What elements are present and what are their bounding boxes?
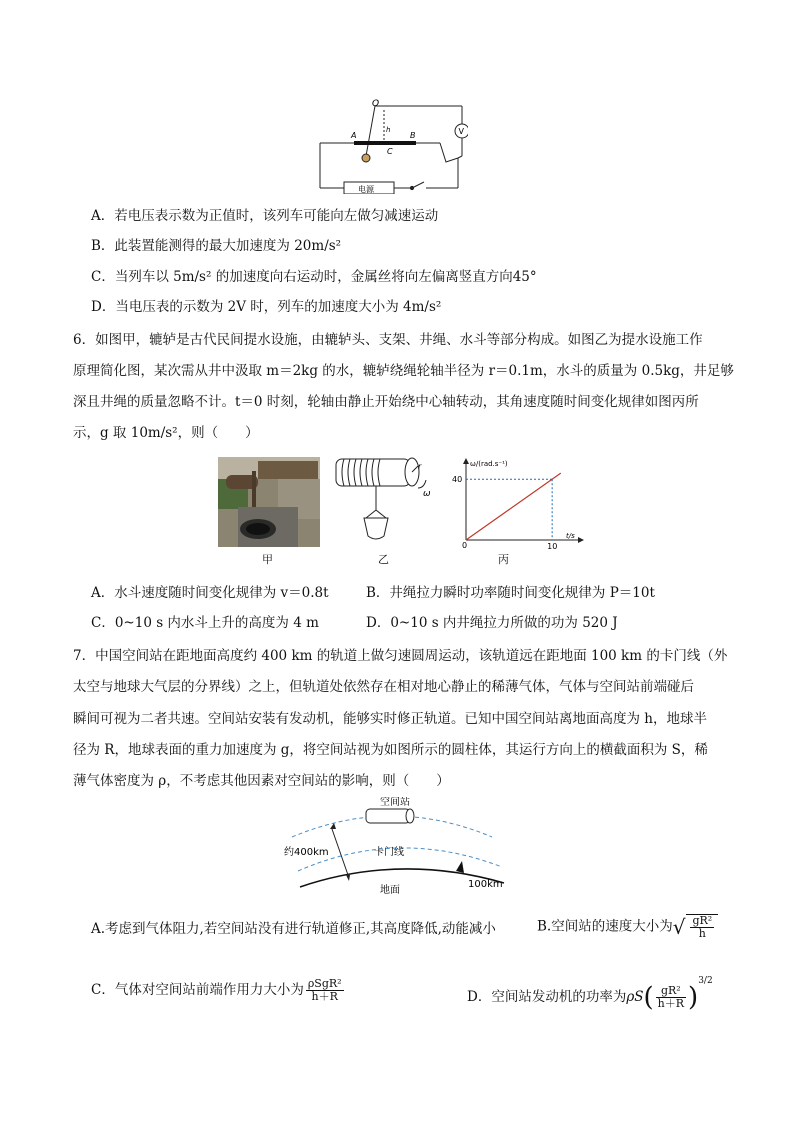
- x-axis-arrow: [578, 537, 584, 543]
- label-karman: 卡门线: [374, 847, 404, 858]
- q6-stem-line2: 原理简化图，某次需从井中汲取 m＝2kg 的水，辘轳绕绳轮轴半径为 r＝0.1m，水斗的质量为 0.5kg，井足够: [73, 363, 734, 379]
- q5-option-c: C．当列车以 5m/s² 的加速度向右运动时，金属丝将向左偏离竖直方向45°: [91, 269, 537, 285]
- label-c: C: [387, 147, 393, 156]
- label-station: 空间站: [380, 797, 410, 808]
- q7-c-numerator: ρSgR²: [307, 977, 342, 990]
- label-100km: 100km: [468, 879, 503, 890]
- omega-time-chart: [448, 458, 588, 550]
- y-axis-arrow: [463, 458, 469, 464]
- label-ground: 地面: [380, 885, 400, 896]
- q7-stem-line2: 太空与地球大气层的分界线）之上，但轨道处依然存在相对地心静止的稀薄气体，气体与空间站前端碰后: [73, 679, 694, 695]
- q7-option-d-text: D．空间站发动机的功率为: [467, 989, 627, 1005]
- q7-b-denominator: h: [698, 927, 706, 940]
- q7-option-c-text: C．气体对空间站前端作用力大小为: [91, 982, 304, 998]
- series-line: [466, 473, 561, 540]
- q7-b-numerator: gR²: [692, 914, 713, 927]
- q7-stem-line5: 薄气体密度为 ρ，不考虑其他因素对空间站的影响，则（ ）: [73, 773, 450, 789]
- y-tick-label: 40: [452, 475, 463, 485]
- q7-d-exponent: 3/2: [698, 976, 713, 986]
- q7-option-d: D．空间站发动机的功率为ρS( $\frac{\text{gR²}}{h+R}$ )$^{3/2}$: [467, 976, 713, 1013]
- label-o: O: [372, 99, 380, 109]
- voltmeter-label: V: [458, 127, 464, 136]
- well-photo: [218, 457, 320, 547]
- label-omega: ω: [423, 489, 431, 499]
- label-h: h: [386, 126, 391, 134]
- windlass-diagram: [330, 456, 440, 548]
- q7-c-denominator: h＋R: [311, 990, 338, 1003]
- q7-d-denominator: h＋R: [657, 997, 685, 1010]
- q6-option-a: A．水斗速度随时间变化规律为 v＝0.8t: [91, 585, 329, 601]
- caption-yi: 乙: [378, 553, 389, 566]
- label-a: A: [351, 131, 357, 140]
- chart-ylabel: ω/(rad.s⁻¹): [470, 460, 508, 468]
- q7-stem-line4: 径为 R，地球表面的重力加速度为 g，将空间站视为如图所示的圆柱体，其运行方向上的横截面积为 S，稀: [73, 742, 708, 758]
- q5-option-a: A．若电压表示数为正值时，该列车可能向左做匀减速运动: [91, 208, 439, 224]
- label-r: r: [418, 462, 422, 471]
- q7-option-a: A.考虑到气体阻力,若空间站没有进行轨道修正,其高度降低,动能减小: [91, 921, 496, 937]
- chart-xlabel: t/s: [566, 532, 575, 540]
- q6-stem-line1: 6．如图甲，辘轳是古代民间提水设施，由辘轳头、支架、井绳、水斗等部分构成。如图乙为提水设施工作: [73, 332, 703, 348]
- q7-option-b-text: B.空间站的速度大小为: [537, 918, 673, 935]
- q7-stem-line3: 瞬间可视为二者共速。空间站安装有发动机，能够实时修正轨道。已知中国空间站离地面高度为 h，地球半: [73, 711, 707, 727]
- x-tick-label: 10: [547, 542, 558, 550]
- q6-option-b: B．井绳拉力瞬时功率随时间变化规律为 P＝10t: [366, 585, 655, 601]
- label-400km: 约400km: [284, 847, 329, 858]
- q6-option-d: D．0~10 s 内井绳拉力所做的功为 520 J: [366, 615, 618, 631]
- circuit-figure: [318, 98, 468, 194]
- label-b: B: [410, 131, 416, 140]
- q7-option-c: [91, 978, 346, 1003]
- q5-option-b: B．此装置能测得的最大加速度为 20m/s²: [91, 238, 342, 254]
- q7-stem-line1: 7．中国空间站在距地面高度约 400 km 的轨道上做匀速圆周运动，该轨道远在距地面 100 km 的卡门线（外: [73, 648, 728, 664]
- q6-stem-line4: 示，g 取 10m/s²，则（ ）: [73, 425, 259, 441]
- q6-option-c: C．0~10 s 内水斗上升的高度为 4 m: [91, 615, 319, 631]
- q7-d-coef: ρS: [626, 989, 644, 1005]
- q5-option-d: D．当电压表的示数为 2V 时，列车的加速度大小为 4m/s²: [91, 299, 442, 315]
- q7-d-numerator: gR²: [656, 985, 686, 998]
- q7-option-b: B.空间站的速度大小为√ $\frac{\text{gR²}}{h}$: [537, 914, 718, 940]
- caption-bing: 丙: [498, 553, 509, 566]
- chart-origin: 0: [462, 541, 468, 550]
- orbit-diagram: [282, 797, 522, 897]
- caption-jia: 甲: [262, 553, 273, 566]
- battery-label: 电源: [358, 185, 374, 194]
- q6-stem-line3: 深且井绳的质量忽略不计。t＝0 时刻，轮轴由静止开始绕中心轴转动，其角速度随时间变化规律如图丙所: [73, 394, 699, 410]
